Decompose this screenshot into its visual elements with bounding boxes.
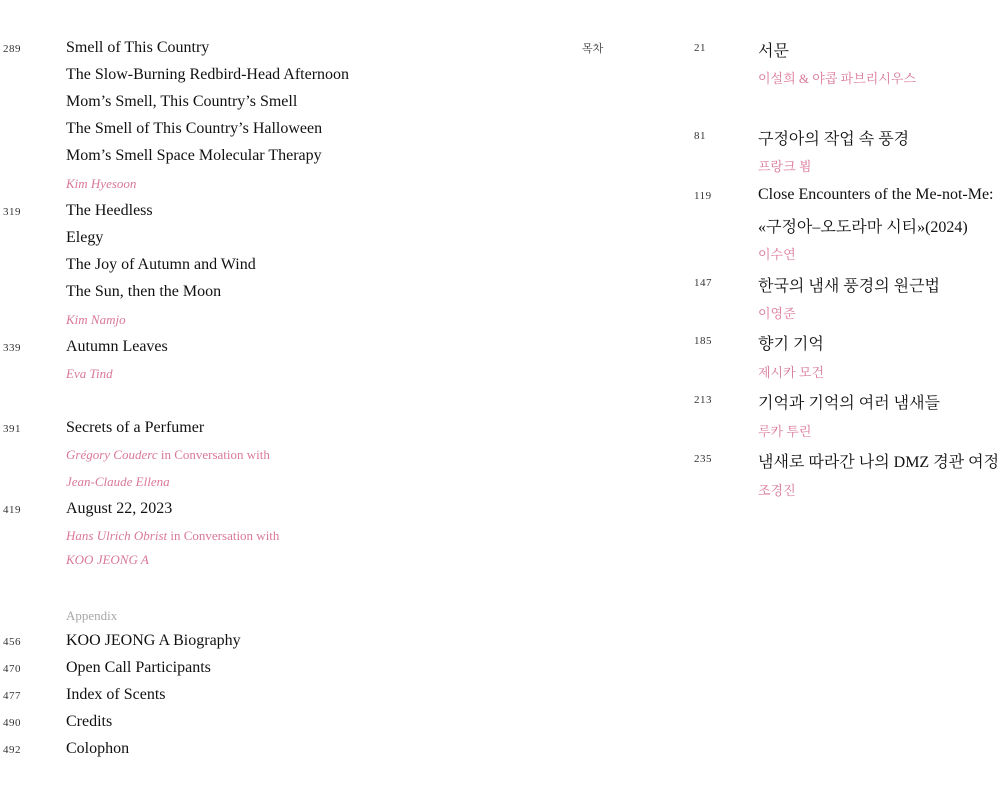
toc-title[interactable]: Secrets of a Perfumer bbox=[66, 419, 205, 436]
page-number: 21 bbox=[694, 42, 706, 54]
toc-title[interactable]: Smell of This Country bbox=[66, 39, 210, 56]
appendix-heading: Appendix bbox=[66, 608, 118, 623]
toc-author-continued: KOO JEONG A bbox=[66, 552, 149, 567]
page-number: 213 bbox=[694, 394, 712, 406]
toc-author: 이수연 bbox=[758, 247, 796, 262]
toc-title[interactable]: Elegy bbox=[66, 229, 104, 246]
toc-title[interactable]: The Smell of This Country’s Halloween bbox=[66, 120, 323, 137]
toc-author-continued: Jean-Claude Ellena bbox=[66, 474, 170, 489]
toc-title[interactable]: Mom’s Smell, This Country’s Smell bbox=[66, 93, 298, 110]
toc-header: 목차 bbox=[582, 43, 604, 55]
toc-title[interactable]: August 22, 2023 bbox=[66, 500, 173, 517]
toc-author: Kim Hyesoon bbox=[66, 176, 137, 191]
toc-title[interactable]: Close Encounters of the Me-not-Me: bbox=[758, 186, 994, 203]
toc-title[interactable]: 기억과 기억의 여러 냄새들 bbox=[758, 395, 941, 412]
page-number: 470 bbox=[3, 663, 21, 675]
toc-author: 프랑크 뵘 bbox=[758, 159, 812, 174]
toc-author: Kim Namjo bbox=[66, 312, 126, 327]
toc-author: Eva Tind bbox=[66, 366, 113, 381]
appendix-item[interactable]: Open Call Participants bbox=[66, 659, 211, 676]
page-number: 391 bbox=[3, 423, 21, 435]
toc-title[interactable]: The Sun, then the Moon bbox=[66, 283, 222, 300]
page-number: 456 bbox=[3, 636, 21, 648]
toc-author: 제시카 모건 bbox=[758, 365, 825, 380]
toc-title[interactable]: 한국의 냄새 풍경의 원근법 bbox=[758, 278, 941, 295]
toc-author: 조경진 bbox=[758, 483, 796, 498]
page-number: 490 bbox=[3, 717, 21, 729]
page-number: 119 bbox=[694, 190, 712, 202]
toc-title[interactable]: 구정아의 작업 속 풍경 bbox=[758, 131, 910, 148]
toc-title[interactable]: 서문 bbox=[758, 43, 789, 60]
page-number: 235 bbox=[694, 453, 712, 465]
toc-title[interactable]: 향기 기억 bbox=[758, 336, 824, 353]
page-number: 289 bbox=[3, 43, 21, 55]
toc-title[interactable]: The Slow-Burning Redbird-Head Afternoon bbox=[66, 66, 350, 83]
toc-author: 루카 투린 bbox=[758, 424, 812, 439]
toc-title[interactable]: Mom’s Smell Space Molecular Therapy bbox=[66, 147, 322, 164]
appendix-item[interactable]: Credits bbox=[66, 713, 113, 730]
toc-title[interactable]: «구정아–오도라마 시티»(2024) bbox=[758, 219, 968, 236]
page-number: 81 bbox=[694, 130, 706, 142]
appendix-item[interactable]: Index of Scents bbox=[66, 686, 166, 703]
page-number: 185 bbox=[694, 335, 712, 347]
toc-title[interactable]: The Heedless bbox=[66, 202, 153, 219]
page-number: 492 bbox=[3, 744, 21, 756]
toc-title[interactable]: 냄새로 따라간 나의 DMZ 경관 여정 bbox=[758, 454, 1000, 471]
page-number: 147 bbox=[694, 277, 712, 289]
page-number: 319 bbox=[3, 206, 21, 218]
toc-author: 이영준 bbox=[758, 306, 796, 321]
toc-author: Hans Ulrich Obrist in Conversation with bbox=[66, 528, 280, 543]
page-number: 419 bbox=[3, 504, 21, 516]
appendix-item[interactable]: Colophon bbox=[66, 740, 130, 757]
page-number: 339 bbox=[3, 342, 21, 354]
toc-author: Grégory Couderc in Conversation with bbox=[66, 447, 270, 462]
page-number: 477 bbox=[3, 690, 21, 702]
toc-title[interactable]: Autumn Leaves bbox=[66, 338, 168, 355]
appendix-item[interactable]: KOO JEONG A Biography bbox=[66, 632, 241, 649]
toc-title[interactable]: The Joy of Autumn and Wind bbox=[66, 256, 256, 273]
toc-author: 이설희 & 야콥 파브리시우스 bbox=[758, 71, 916, 86]
